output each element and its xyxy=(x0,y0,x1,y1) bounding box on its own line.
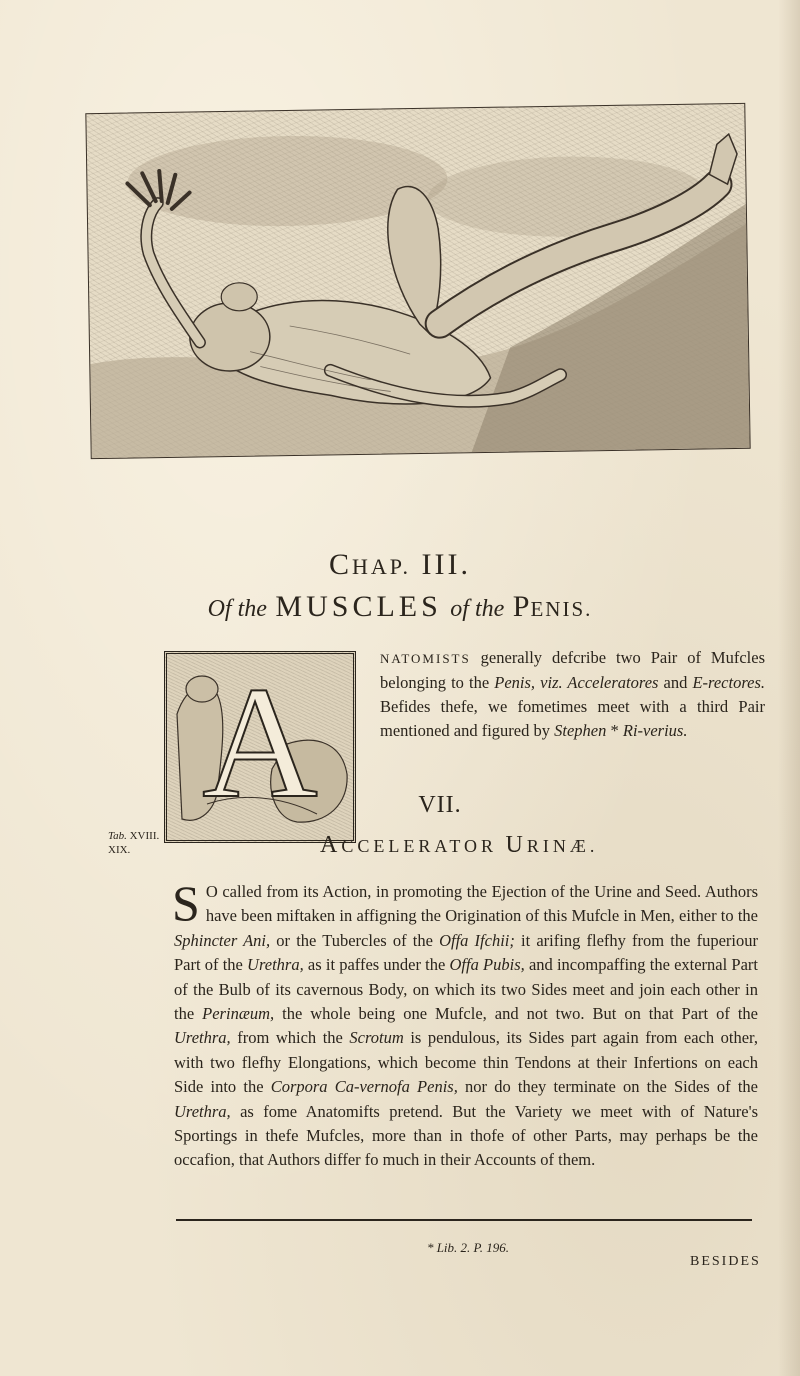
body-ossa-pubis: Offa Pubis, xyxy=(449,955,525,975)
intro-viz: viz. xyxy=(535,673,563,692)
section-title-a: A xyxy=(320,832,342,858)
intro-penis: Penis, xyxy=(494,673,536,692)
subtitle-muscles: MUSCLES xyxy=(275,590,442,623)
engraving-figure xyxy=(86,104,749,458)
body-paragraph xyxy=(172,875,758,1173)
intro-first-word: NATOMISTS xyxy=(380,651,471,666)
subtitle-of-the: Of the xyxy=(207,596,267,622)
chapter-word-initial: C xyxy=(328,548,352,581)
footnote-rule xyxy=(176,1219,752,1221)
section-title-ccelerator: CCELERATOR xyxy=(341,836,506,856)
section-title-u: U xyxy=(505,832,527,858)
body-p1: O called from its Action, in promoting the Ejection of the Urine and Seed. Authors have been miftaken in affigning the Origination of this Mufcle in Men, either to the xyxy=(205,882,758,926)
body-urethra-1: Urethra, xyxy=(247,955,304,975)
body-p10: as fome Anatomifts pretend. But the Variety we meet with of Nature's Sportings in thefe Mufcles, more than in thofe of other Parts, may perhaps be the occafion, that Authors differ fo much in their Accounts of them. xyxy=(174,1101,758,1170)
intro-paragraph xyxy=(380,646,765,743)
chapter-number: III. xyxy=(421,548,472,581)
subtitle-of-the-2: of the xyxy=(450,596,505,622)
intro-acceleratores: Acceleratores xyxy=(562,673,659,692)
body-p3: it arifing flefhy from the fuperiour Part of the xyxy=(174,930,758,975)
intro-stephen: Stephen xyxy=(554,721,607,740)
catchword: BESIDES xyxy=(690,1254,761,1269)
margin-note-plate-ref xyxy=(108,829,168,857)
footnote: * Lib. 2. P. 196. xyxy=(426,1240,510,1255)
drop-cap-s: S xyxy=(172,875,200,931)
subtitle-penis-rest: ENIS. xyxy=(530,597,593,621)
intro-riverius: Ri-verius. xyxy=(622,721,688,740)
margin-note-numbers: XVIII. XIX. xyxy=(108,830,160,856)
margin-note-tab: Tab. xyxy=(108,830,127,842)
body-perinaeum: Perinæum, xyxy=(202,1004,275,1024)
chapter-subtitle xyxy=(0,590,800,624)
intro-text-2: Befides thefe, we fometimes meet with a third Pair mentioned and figured by xyxy=(380,697,765,740)
page-edge-shadow xyxy=(778,0,800,1376)
intro-erectores: E-rectores. xyxy=(692,673,765,692)
section-title xyxy=(320,832,780,859)
initial-letter-a: A xyxy=(202,653,318,831)
chapter-word-rest: HAP. xyxy=(351,554,412,579)
body-ossa-ischii: Offa Ifchii; xyxy=(439,930,515,950)
engraving-plate xyxy=(85,103,750,459)
body-p9: nor do they terminate on the Sides of the xyxy=(457,1077,758,1097)
body-corpora-cavernosa: Corpora Ca-vernofa Penis, xyxy=(270,1077,458,1097)
body-p4: as it paffes under the xyxy=(303,955,450,975)
intro-footnote-mark: * xyxy=(606,721,623,740)
body-p5: and incompaffing the external Part of the Bulb of its cavernous Body, on which its two Sides meet and join each other in the xyxy=(174,955,758,1024)
body-sphincter: Sphincter Ani, xyxy=(174,930,271,950)
chapter-heading xyxy=(0,548,800,582)
subtitle-penis-initial: P xyxy=(512,590,531,623)
body-scrotum: Scrotum xyxy=(349,1028,404,1048)
section-number: VII. xyxy=(418,792,462,818)
body-urethra-3: Urethra, xyxy=(174,1101,231,1121)
body-p7: from which the xyxy=(230,1028,350,1048)
section-title-rinae: RINÆ. xyxy=(526,836,599,856)
intro-text-1: generally defcribe two Pair of Mufcles belonging to the xyxy=(380,648,765,692)
body-p8: is pendulous, its Sides part again from each other, with two flefhy Elongations, which become thin Tendons at their Infertions on each Side into the xyxy=(174,1028,758,1097)
intro-and: and xyxy=(658,673,693,692)
body-urethra-2: Urethra, xyxy=(174,1028,231,1048)
body-p6: the whole being one Mufcle, and not two. But on that Part of the xyxy=(274,1004,758,1024)
body-p2: or the Tubercles of the xyxy=(270,930,440,950)
